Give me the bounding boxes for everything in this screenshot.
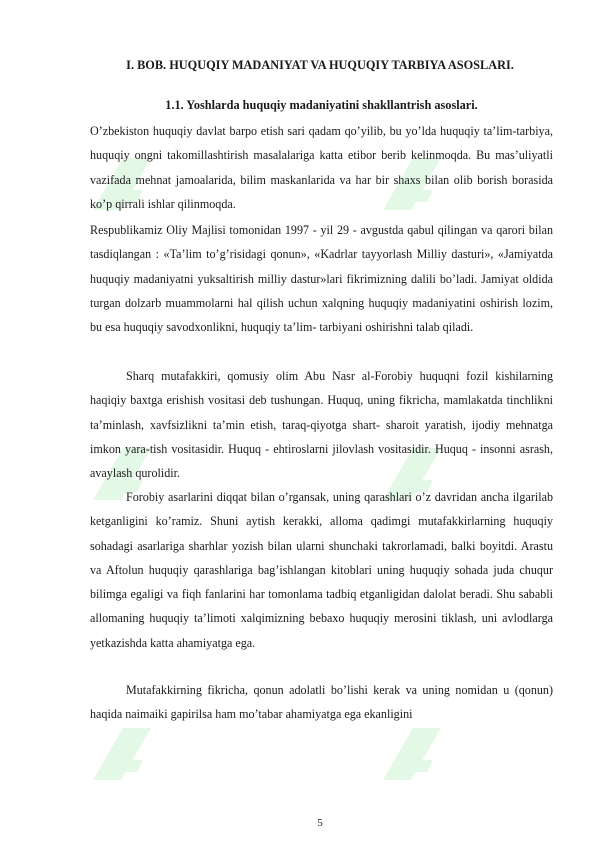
paragraph-text: Forobiy asarlarini diqqat bilan o’rgansak, uning qarashlari o’z davridan ancha ilgarilab ketganligini ko’ramiz. Shuni aytish kerakki, alloma qadimgi mutafakkirlarning huquqiy sohadagi asarlariga sharhlar yozish bilan ularni shunchaki takrorlamadi, balki boyitdi. Arastu va Aftolun huquqiy qarashlariga bag’ishlangan kitoblari uning huquqiy sohada juda chuqur bilimga egaligi va fiqh fanlarini har tomonlama tadbiq etganligidan dalolat beradi. Shu sababli allomaning huquqiy ta’limoti xalqimizning bebaxo huquqiy merosini tiklash, uni avlodlarga yetkazishda katta ahamiyatga ega. xyxy=(90,490,553,650)
watermark-logo-icon xyxy=(375,720,449,794)
paragraph-2 xyxy=(90,218,553,339)
paragraph-1 xyxy=(90,119,553,216)
paragraph-text: Sharq mutafakkiri, qomusiy olim Abu Nasr al-Forobiy huquqni fozil kishilarning haqiqiy baxtga erishish vositasi deb tushungan. Huquq, uning fikricha, mamlakatda tinchlikni ta’minlash, xavfsizlikni ta’min etish, taraq-qiyotga shart- sharoit yaratish, ijodiy mehnatga imkon yara-tish vositasidir. Huquq - ehtiroslarni jilovlash vositasidir. Huquq - insonni asrash, avaylash qurolidir. xyxy=(90,369,553,481)
paragraph-4 xyxy=(90,485,553,655)
watermark-logo-icon xyxy=(85,720,159,794)
section-subtitle: 1.1. Yoshlarda huquqiy madaniyatini shakllantrish asoslari. xyxy=(165,98,478,112)
paragraph-5 xyxy=(90,678,553,727)
paragraph-text: Respublikamiz Oliy Majlisi tomonidan 1997 - yil 29 - avgustda qabul qilingan va qarori bilan tasdiqlangan : «Ta’lim to’g’risidagi qonun», «Kadrlar tayyorlash Milliy dasturi», «Jamiyatda huquqiy madaniyatni yuksaltirish milliy dastur»lari fikrimizning dalili bo’ladi. Jamiyat oldida turgan dolzarb muammolarni hal qilish uchun xalqning huquqiy madaniyatini oshirish lozim, bu esa huquqiy savodxonlikni, huquqiy ta’lim- tarbiyani oshirishni talab qiladi. xyxy=(90,223,553,335)
chapter-title: I. BOB. HUQUQIY MADANIYAT VA HUQUQIY TARBIYA ASOSLARI. xyxy=(126,58,514,72)
paragraph-text: Mutafakkirning fikricha, qonun adolatli bo’lishi kerak va uning nomidan u (qonun) haqida naimaiki gapirilsa ham mo’tabar ahamiyatga ega ekanligini xyxy=(90,683,553,722)
paragraph-3 xyxy=(90,364,553,485)
page-number: 5 xyxy=(317,817,323,829)
paragraph-text: O’zbekiston huquqiy davlat barpo etish sari qadam qo’yilib, bu yo’lda huquqiy ta’lim-tarbiya, huquqiy ongni takomillashtirish masalalariga katta etibor berib kelinmoqda. Bu mas’uliyatli vazifada mehnat jamoalarida, bilim maskanlarida va har bir shaxs bilan olib borish borasida ko’p qirrali ishlar qilinmoqda. xyxy=(90,124,553,211)
